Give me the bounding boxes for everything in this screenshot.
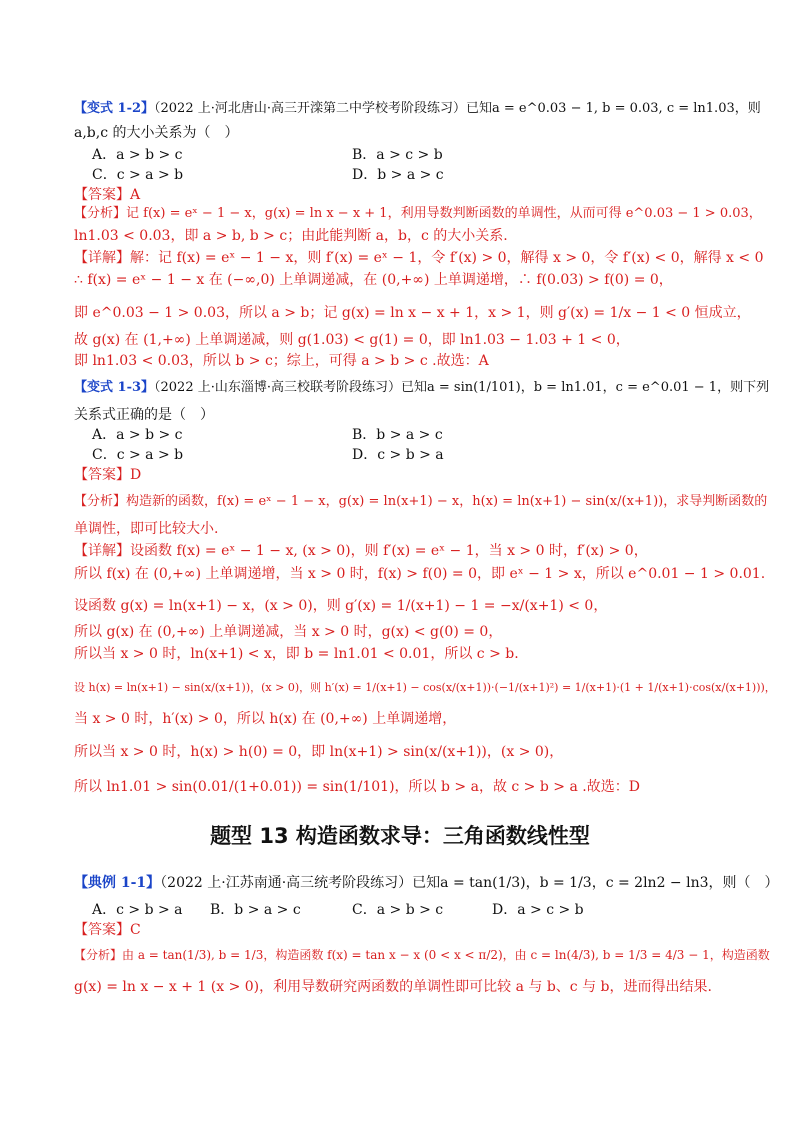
detail-label: 【详解】 [74, 543, 130, 559]
detail-line-5: 即 ln1.03 < 0.03，所以 b > c；综上，可得 a > b > c .故选：A [74, 353, 489, 369]
analysis-line-2: g(x) = ln x − x + 1 (x > 0)，利用导数研究两函数的单调性即可比较 a 与 b、c 与 b，进而得出结果. [74, 979, 712, 995]
option-b: B．a > c > b [352, 147, 443, 163]
problem-1-3-stem [74, 380, 769, 397]
example-1-1-stem [74, 874, 779, 892]
example-stem-tail: ，则（ ） [708, 875, 779, 891]
problem-stem-math: a = e^0.03 − 1, b = 0.03, c = ln1.03 [492, 101, 735, 116]
detail-line-5: 所以当 x > 0 时，ln(x+1) < x，即 b = ln1.01 < 0.01，所以 c > b. [74, 646, 519, 662]
problem-1-2-stem-line2: a,b,c 的大小关系为（ ） [74, 125, 239, 141]
option-b: B．b > a > c [352, 427, 443, 443]
option-a: A．a > b > c [92, 147, 183, 163]
analysis-text: 记 f(x) = eˣ − 1 − x，g(x) = ln x − x + 1，利用导数判断函数的单调性，从而可得 e^0.03 − 1 > 0.03， [126, 206, 762, 221]
detail-text: 设函数 f(x) = eˣ − 1 − x, (x > 0)，则 f′(x) = eˣ − 1，当 x > 0 时，f′(x) > 0， [130, 543, 648, 559]
detail-line-2: ∴ f(x) = eˣ − 1 − x 在 (−∞,0) 上单调递减，在 (0,+∞) 上单调递增，∴ f(0.03) > f(0) = 0， [74, 272, 673, 288]
detail-line-6: 设 h(x) = ln(x+1) − sin(x/(x+1))，(x > 0)，则 h′(x) = 1/(x+1) − cos(x/(x+1))·(−1/(x+1)²) = 1/(x+1)·(1 + 1/(x+1)·cos(x/(x+1)))， [74, 681, 776, 694]
option-d: D．c > b > a [352, 447, 444, 463]
option-a: A．a > b > c [92, 427, 183, 443]
answer-label: 【答案】 [74, 922, 130, 938]
analysis-line-2: 单调性，即可比较大小. [74, 521, 219, 537]
problem-1-3-stem-line2: 关系式正确的是（ ） [74, 407, 214, 423]
analysis-text: 构造新的函数，f(x) = eˣ − 1 − x，g(x) = ln(x+1) − x，h(x) = ln(x+1) − sin(x/(x+1))，求导判断函数的 [126, 494, 768, 509]
section-title: 题型 13 构造函数求导：三角函数线性型 [210, 824, 590, 848]
option-c: C．c > a > b [92, 167, 184, 183]
detail-label: 【详解】 [74, 250, 130, 266]
answer-value: C [130, 922, 141, 938]
problem-tag: 【变式 1-3】 [74, 380, 155, 395]
detail-line-3: 即 e^0.03 − 1 > 0.03，所以 a > b；记 g(x) = ln x − x + 1，x > 1，则 g′(x) = 1/x − 1 < 0 恒成立， [74, 305, 751, 321]
answer-line [74, 466, 141, 484]
problem-source: （2022 上·河北唐山·高三开滦第二中学校考阶段练习）已知 [154, 101, 492, 116]
answer-line [74, 921, 141, 939]
problem-source: （2022 上·山东淄博·高三校联考阶段练习）已知 [154, 380, 427, 395]
problem-stem-math: a = sin(1/101)，b = ln1.01，c = e^0.01 − 1 [427, 380, 718, 395]
example-stem-math: a = tan(1/3)，b = 1/3，c = 2ln2 − ln3 [440, 875, 709, 891]
option-d: D．b > a > c [352, 167, 444, 183]
detail-line-3: 设函数 g(x) = ln(x+1) − x，(x > 0)，则 g′(x) = 1/(x+1) − 1 = −x/(x+1) < 0， [74, 598, 608, 614]
analysis-label: 【分析】 [74, 948, 123, 962]
detail-line-4: 所以 g(x) 在 (0,+∞) 上单调递减，当 x > 0 时，g(x) < g(0) = 0， [74, 624, 503, 640]
analysis-line-2: ln1.03 < 0.03，即 a > b, b > c；由此能判断 a，b，c 的大小关系. [74, 228, 508, 244]
analysis-line-1 [74, 948, 770, 964]
detail-line-4: 故 g(x) 在 (1,+∞) 上单调递减，则 g(1.03) < g(1) = 0，即 ln1.03 − 1.03 + 1 < 0， [74, 332, 630, 348]
answer-line [74, 186, 140, 204]
detail-text: 解：记 f(x) = eˣ − 1 − x，则 f′(x) = eˣ − 1，令 f′(x) > 0，解得 x > 0，令 f′(x) < 0，解得 x < 0 [130, 250, 764, 266]
detail-line-8: 所以当 x > 0 时，h(x) > h(0) = 0，即 ln(x+1) > sin(x/(x+1))，(x > 0)， [74, 744, 564, 760]
detail-line-1 [74, 542, 648, 560]
detail-line-7: 当 x > 0 时，h′(x) > 0，所以 h(x) 在 (0,+∞) 上单调递增， [74, 711, 457, 727]
option-c: C．c > a > b [92, 447, 184, 463]
detail-line-1 [74, 249, 764, 267]
analysis-text: 由 a = tan(1/3), b = 1/3，构造函数 f(x) = tan x − x (0 < x < π/2)，由 c = ln(4/3), b = 1/3 = 4/3 − 1，构造函数 [122, 948, 770, 962]
option-d: D．a > c > b [492, 902, 584, 918]
answer-value: D [130, 467, 142, 483]
example-tag: 【典例 1-1】 [74, 875, 161, 891]
analysis-label: 【分析】 [74, 494, 127, 509]
detail-line-9: 所以 ln1.01 > sin(0.01/(1+0.01)) = sin(1/101)，所以 b > a，故 c > b > a .故选：D [74, 779, 640, 795]
analysis-label: 【分析】 [74, 206, 127, 221]
answer-value: A [130, 187, 141, 203]
option-c: C．a > b > c [352, 902, 444, 918]
problem-1-2-stem [74, 101, 761, 118]
option-a: A．c > b > a [92, 902, 183, 918]
detail-line-2: 所以 f(x) 在 (0,+∞) 上单调递增，当 x > 0 时，f(x) > f(0) = 0，即 eˣ − 1 > x，所以 e^0.01 − 1 > 0.01. [74, 566, 766, 582]
analysis-line-1 [74, 206, 762, 223]
problem-stem-tail: ，则 [734, 101, 761, 116]
example-source: （2022 上·江苏南通·高三统考阶段练习）已知 [160, 875, 441, 891]
analysis-line-1 [74, 494, 767, 511]
problem-stem-tail: ，则下列 [717, 380, 770, 395]
option-b: B．b > a > c [210, 902, 301, 918]
problem-tag: 【变式 1-2】 [74, 101, 155, 116]
answer-label: 【答案】 [74, 187, 130, 203]
answer-label: 【答案】 [74, 467, 130, 483]
